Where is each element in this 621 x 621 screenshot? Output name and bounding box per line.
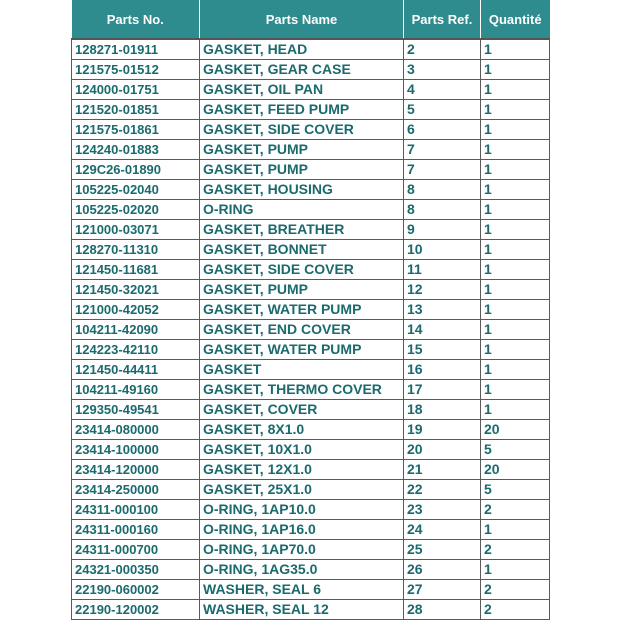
table-row [72, 280, 550, 300]
cell-parts-no: 24311-000160 [72, 520, 200, 540]
cell-parts-no: 129350-49541 [72, 400, 200, 420]
table-row [72, 500, 550, 520]
table-row [72, 360, 550, 380]
cell-parts-no: 121575-01512 [72, 60, 200, 80]
cell-parts-ref: 16 [404, 360, 481, 380]
table-row [72, 600, 550, 620]
cell-quantity: 2 [481, 600, 550, 620]
table-row [72, 39, 550, 60]
cell-parts-ref: 23 [404, 500, 481, 520]
table-row [72, 200, 550, 220]
cell-quantity: 20 [481, 460, 550, 480]
cell-parts-ref: 17 [404, 380, 481, 400]
cell-parts-ref: 11 [404, 260, 481, 280]
table-row [72, 100, 550, 120]
cell-parts-name: O-RING, 1AG35.0 [200, 560, 404, 580]
cell-parts-name: GASKET, GEAR CASE [200, 60, 404, 80]
cell-parts-name: O-RING, 1AP70.0 [200, 540, 404, 560]
cell-quantity: 2 [481, 540, 550, 560]
column-header-parts-name: Parts Name [200, 0, 404, 39]
cell-parts-ref: 5 [404, 100, 481, 120]
table-row [72, 480, 550, 500]
cell-parts-no: 121000-42052 [72, 300, 200, 320]
table-row [72, 400, 550, 420]
cell-parts-ref: 25 [404, 540, 481, 560]
cell-parts-ref: 4 [404, 80, 481, 100]
cell-parts-name: GASKET, 12X1.0 [200, 460, 404, 480]
cell-parts-name: GASKET [200, 360, 404, 380]
table-row [72, 540, 550, 560]
cell-quantity: 1 [481, 220, 550, 240]
cell-parts-no: 24311-000700 [72, 540, 200, 560]
cell-parts-name: GASKET, PUMP [200, 160, 404, 180]
cell-quantity: 1 [481, 260, 550, 280]
table-row [72, 140, 550, 160]
cell-parts-no: 121575-01861 [72, 120, 200, 140]
cell-parts-name: GASKET, SIDE COVER [200, 120, 404, 140]
cell-parts-ref: 8 [404, 200, 481, 220]
cell-parts-name: O-RING [200, 200, 404, 220]
cell-parts-no: 22190-120002 [72, 600, 200, 620]
table-row [72, 240, 550, 260]
cell-parts-ref: 14 [404, 320, 481, 340]
cell-parts-name: GASKET, WATER PUMP [200, 300, 404, 320]
cell-parts-name: GASKET, BONNET [200, 240, 404, 260]
column-header-parts-no: Parts No. [72, 0, 200, 39]
cell-parts-ref: 22 [404, 480, 481, 500]
cell-parts-no: 121450-44411 [72, 360, 200, 380]
cell-quantity: 1 [481, 320, 550, 340]
cell-parts-no: 124223-42110 [72, 340, 200, 360]
cell-parts-no: 124000-01751 [72, 80, 200, 100]
cell-parts-no: 105225-02020 [72, 200, 200, 220]
table-row [72, 380, 550, 400]
cell-parts-no: 23414-250000 [72, 480, 200, 500]
cell-parts-name: GASKET, PUMP [200, 140, 404, 160]
cell-parts-no: 22190-060002 [72, 580, 200, 600]
cell-quantity: 1 [481, 200, 550, 220]
cell-parts-ref: 6 [404, 120, 481, 140]
cell-parts-no: 121520-01851 [72, 100, 200, 120]
cell-parts-name: GASKET, PUMP [200, 280, 404, 300]
cell-parts-no: 121450-32021 [72, 280, 200, 300]
cell-parts-name: GASKET, FEED PUMP [200, 100, 404, 120]
cell-parts-ref: 21 [404, 460, 481, 480]
cell-parts-name: GASKET, HEAD [200, 39, 404, 60]
cell-quantity: 1 [481, 180, 550, 200]
cell-quantity: 1 [481, 140, 550, 160]
cell-parts-ref: 27 [404, 580, 481, 600]
cell-quantity: 1 [481, 340, 550, 360]
table-row [72, 460, 550, 480]
cell-quantity: 1 [481, 120, 550, 140]
cell-parts-no: 124240-01883 [72, 140, 200, 160]
cell-parts-ref: 18 [404, 400, 481, 420]
cell-quantity: 1 [481, 360, 550, 380]
cell-parts-name: WASHER, SEAL 6 [200, 580, 404, 600]
cell-quantity: 1 [481, 39, 550, 60]
table-row [72, 80, 550, 100]
column-header-parts-ref: Parts Ref. [404, 0, 481, 39]
cell-parts-name: GASKET, 8X1.0 [200, 420, 404, 440]
cell-parts-no: 121000-03071 [72, 220, 200, 240]
cell-parts-name: GASKET, OIL PAN [200, 80, 404, 100]
table-row [72, 520, 550, 540]
cell-quantity: 1 [481, 240, 550, 260]
cell-parts-name: GASKET, HOUSING [200, 180, 404, 200]
cell-quantity: 1 [481, 560, 550, 580]
table-row [72, 560, 550, 580]
cell-parts-no: 104211-49160 [72, 380, 200, 400]
cell-parts-name: GASKET, 25X1.0 [200, 480, 404, 500]
cell-parts-ref: 20 [404, 440, 481, 460]
cell-parts-ref: 7 [404, 160, 481, 180]
cell-parts-ref: 7 [404, 140, 481, 160]
cell-parts-ref: 26 [404, 560, 481, 580]
cell-parts-name: WASHER, SEAL 12 [200, 600, 404, 620]
cell-quantity: 5 [481, 440, 550, 460]
cell-parts-name: GASKET, WATER PUMP [200, 340, 404, 360]
cell-quantity: 1 [481, 100, 550, 120]
cell-quantity: 1 [481, 400, 550, 420]
cell-parts-ref: 24 [404, 520, 481, 540]
cell-parts-name: GASKET, COVER [200, 400, 404, 420]
table-row [72, 220, 550, 240]
table-row [72, 120, 550, 140]
cell-parts-name: GASKET, SIDE COVER [200, 260, 404, 280]
cell-parts-no: 24311-000100 [72, 500, 200, 520]
cell-parts-ref: 19 [404, 420, 481, 440]
parts-table-body [72, 39, 550, 620]
cell-quantity: 1 [481, 160, 550, 180]
table-row [72, 420, 550, 440]
cell-parts-name: GASKET, 10X1.0 [200, 440, 404, 460]
cell-parts-name: GASKET, BREATHER [200, 220, 404, 240]
table-row [72, 580, 550, 600]
cell-quantity: 1 [481, 300, 550, 320]
parts-table [71, 0, 550, 620]
table-row [72, 320, 550, 340]
cell-parts-ref: 3 [404, 60, 481, 80]
cell-parts-ref: 9 [404, 220, 481, 240]
cell-parts-no: 128270-11310 [72, 240, 200, 260]
cell-quantity: 1 [481, 280, 550, 300]
parts-list-sheet [71, 0, 549, 620]
header-row [72, 0, 550, 39]
parts-table-header [72, 0, 550, 39]
cell-quantity: 1 [481, 520, 550, 540]
cell-quantity: 2 [481, 500, 550, 520]
cell-parts-ref: 12 [404, 280, 481, 300]
cell-parts-name: GASKET, END COVER [200, 320, 404, 340]
column-header-quantity: Quantité [481, 0, 550, 39]
cell-parts-ref: 13 [404, 300, 481, 320]
cell-parts-name: GASKET, THERMO COVER [200, 380, 404, 400]
cell-parts-no: 129C26-01890 [72, 160, 200, 180]
table-row [72, 60, 550, 80]
cell-parts-ref: 8 [404, 180, 481, 200]
cell-parts-no: 23414-080000 [72, 420, 200, 440]
cell-quantity: 1 [481, 60, 550, 80]
table-row [72, 160, 550, 180]
table-row [72, 260, 550, 280]
cell-parts-ref: 10 [404, 240, 481, 260]
table-row [72, 440, 550, 460]
cell-parts-ref: 28 [404, 600, 481, 620]
cell-parts-no: 23414-100000 [72, 440, 200, 460]
cell-quantity: 1 [481, 380, 550, 400]
cell-parts-ref: 2 [404, 39, 481, 60]
cell-parts-no: 121450-11681 [72, 260, 200, 280]
table-row [72, 340, 550, 360]
cell-parts-no: 128271-01911 [72, 39, 200, 60]
cell-parts-no: 23414-120000 [72, 460, 200, 480]
cell-parts-name: O-RING, 1AP10.0 [200, 500, 404, 520]
table-row [72, 300, 550, 320]
cell-quantity: 5 [481, 480, 550, 500]
table-row [72, 180, 550, 200]
cell-parts-name: O-RING, 1AP16.0 [200, 520, 404, 540]
cell-parts-no: 104211-42090 [72, 320, 200, 340]
cell-quantity: 20 [481, 420, 550, 440]
cell-parts-no: 105225-02040 [72, 180, 200, 200]
cell-parts-no: 24321-000350 [72, 560, 200, 580]
cell-parts-ref: 15 [404, 340, 481, 360]
cell-quantity: 2 [481, 580, 550, 600]
cell-quantity: 1 [481, 80, 550, 100]
